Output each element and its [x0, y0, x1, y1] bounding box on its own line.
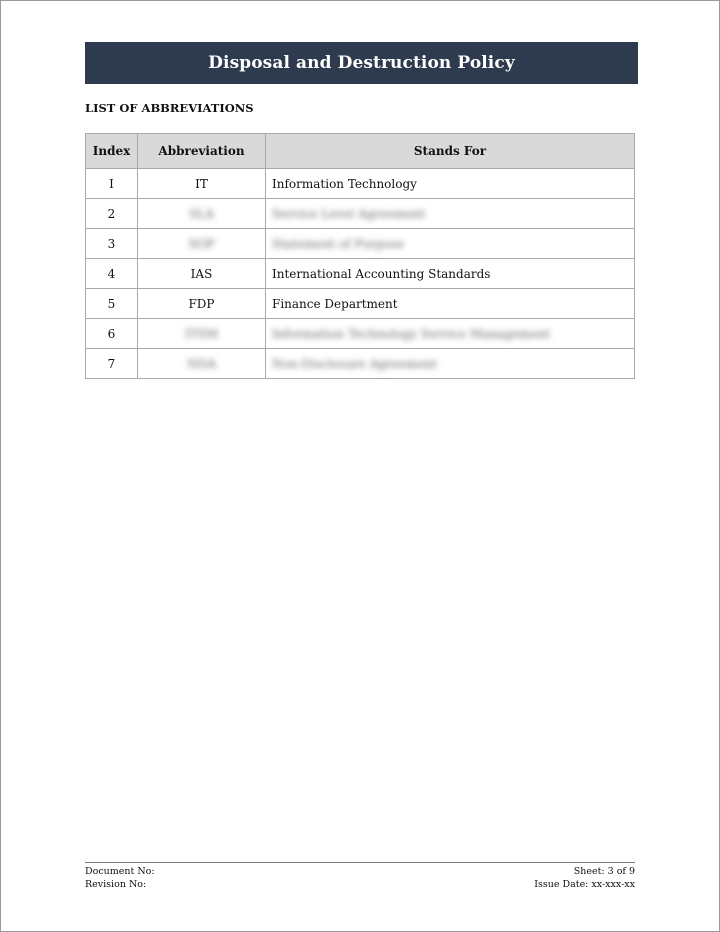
footer-sheet: Sheet: 3 of 9 — [573, 866, 635, 877]
cell-abbreviation-text: IAS — [190, 266, 213, 281]
document-title: Disposal and Destruction Policy — [208, 53, 515, 73]
table-row — [86, 229, 635, 259]
page-footer — [85, 862, 635, 891]
cell-abbreviation-text: IT — [195, 176, 208, 191]
cell-stands-for-text: Finance Department — [272, 296, 398, 311]
cell-stands-for-text: Non-Disclosure Agreement — [272, 356, 437, 371]
cell-stands-for-text: Information Technology Service Management — [272, 326, 551, 341]
cell-index — [86, 229, 138, 259]
cell-stands-for — [266, 199, 635, 229]
cell-index-text: I — [109, 176, 114, 191]
cell-abbreviation-text: FDP — [188, 296, 215, 311]
cell-index-text: 4 — [107, 266, 116, 281]
cell-abbreviation — [138, 199, 266, 229]
header-stands-for: Stands For — [266, 134, 635, 169]
footer-issue-date: Issue Date: xx-xxx-xx — [534, 879, 635, 890]
table-row — [86, 319, 635, 349]
cell-abbreviation — [138, 349, 266, 379]
footer-left — [85, 865, 155, 891]
table-row — [86, 169, 635, 199]
table-body — [86, 169, 635, 379]
cell-stands-for-text: Information Technology — [272, 176, 417, 191]
cell-index — [86, 319, 138, 349]
cell-stands-for — [266, 169, 635, 199]
cell-stands-for — [266, 319, 635, 349]
cell-abbreviation-text: SOP — [188, 236, 215, 251]
abbreviations-table — [85, 133, 635, 379]
cell-index — [86, 169, 138, 199]
cell-index — [86, 259, 138, 289]
table-row — [86, 349, 635, 379]
table-row — [86, 199, 635, 229]
cell-index — [86, 289, 138, 319]
document-title-bar — [85, 42, 638, 84]
cell-index-text: 5 — [107, 296, 116, 311]
cell-index-text: 7 — [107, 356, 116, 371]
header-abbreviation: Abbreviation — [138, 134, 266, 169]
cell-index-text: 6 — [107, 326, 116, 341]
cell-abbreviation-text: ITSM — [184, 326, 219, 341]
footer-document-no: Document No: — [85, 866, 155, 877]
table-row — [86, 289, 635, 319]
cell-abbreviation-text: SLA — [189, 206, 214, 221]
cell-index-text: 3 — [107, 236, 116, 251]
cell-stands-for — [266, 229, 635, 259]
cell-abbreviation — [138, 229, 266, 259]
cell-stands-for-text: Statement of Purpose — [272, 236, 405, 251]
cell-abbreviation — [138, 289, 266, 319]
footer-right — [534, 865, 635, 891]
table-row — [86, 259, 635, 289]
footer-revision-no: Revision No: — [85, 879, 147, 890]
cell-stands-for — [266, 349, 635, 379]
cell-stands-for-text: Service Level Agreement — [272, 206, 426, 221]
cell-index — [86, 199, 138, 229]
cell-abbreviation-text: NDA — [187, 356, 216, 371]
cell-index — [86, 349, 138, 379]
cell-abbreviation — [138, 319, 266, 349]
table-header-row — [86, 134, 635, 169]
cell-stands-for-text: International Accounting Standards — [272, 266, 491, 281]
cell-index-text: 2 — [107, 206, 116, 221]
cell-abbreviation — [138, 169, 266, 199]
cell-abbreviation — [138, 259, 266, 289]
section-heading: LIST OF ABBREVIATIONS — [85, 101, 254, 115]
cell-stands-for — [266, 289, 635, 319]
header-index: Index — [86, 134, 138, 169]
cell-stands-for — [266, 259, 635, 289]
